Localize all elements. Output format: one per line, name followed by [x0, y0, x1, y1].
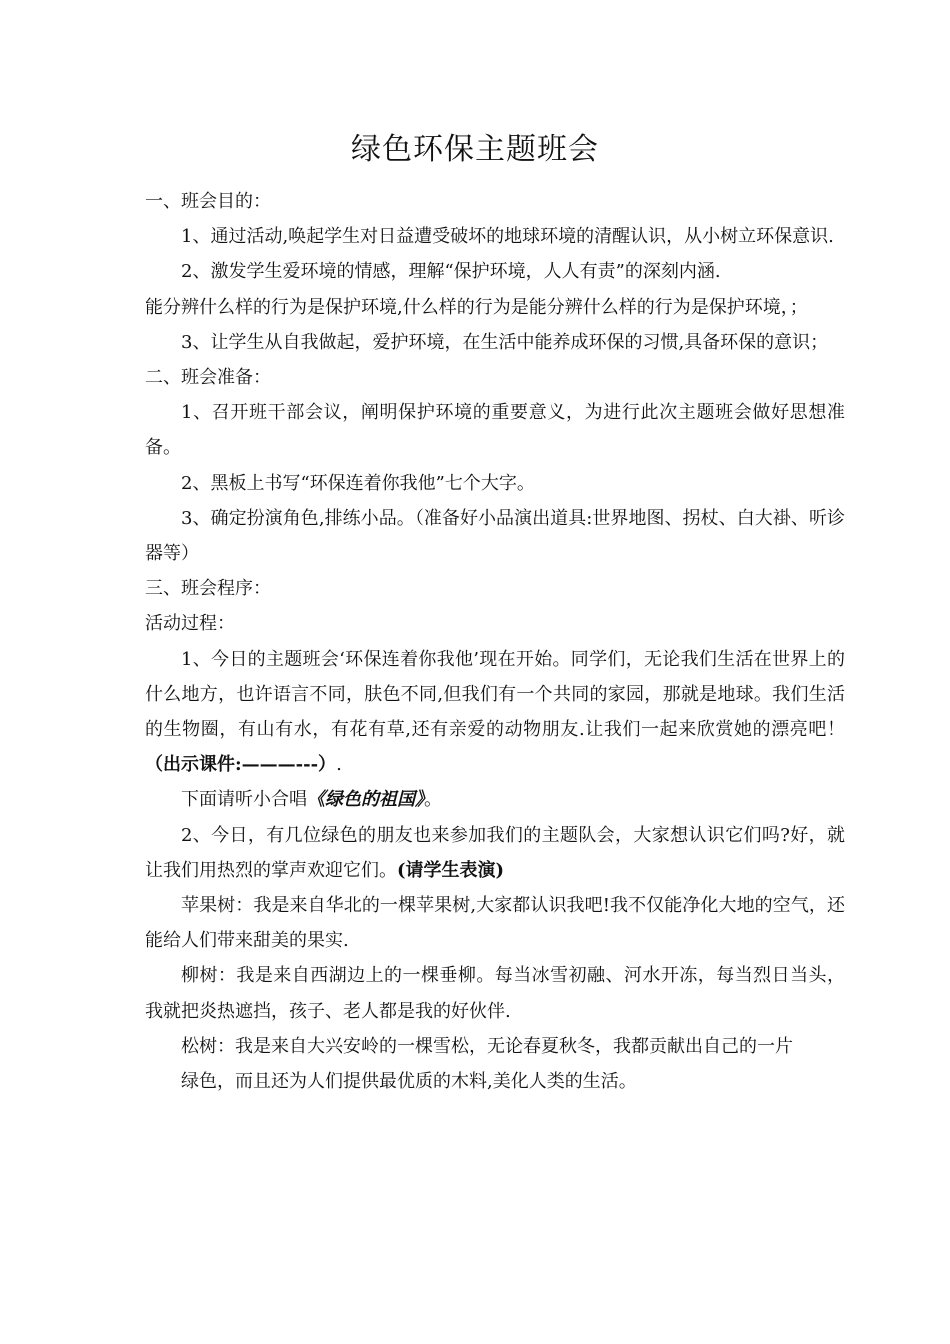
- section-heading-purpose: 一、班会目的：: [145, 191, 271, 212]
- procedure-paragraph-2-text: 2、今日，有几位绿色的朋友也来参加我们的主题队会，大家想认识它们吗?好，就让我们用热烈的掌声欢迎它们。: [145, 824, 845, 881]
- procedure-paragraph-1-text: 1、今日的主题班会‘环保连着你我他’现在开始。同学们，无论我们生活在世界上的什么地方，也许语言不同，肤色不同,但我们有一个共同的家园，那就是地球。我们生活的生物圈，有山有水，有花有草,还有亲爱的动物朋友.让我们一起来欣赏她的漂亮吧！: [145, 648, 845, 741]
- pine-line-2: 绿色，而且还为人们提供最优质的木料,美化人类的生活。: [181, 1071, 637, 1093]
- pine-line-1: 松树：我是来自大兴安岭的一棵雪松，无论春夏秋冬，我都贡献出自己的一片: [181, 1035, 793, 1057]
- preparation-item-2: 2、黑板上书写“环保连着你我他”七个大字。: [181, 472, 535, 494]
- song-paragraph-end: 。: [424, 789, 442, 811]
- song-paragraph: [145, 782, 845, 817]
- section-heading-procedure: 三、班会程序：: [145, 578, 271, 600]
- apple-tree-line: 苹果树：我是来自华北的一棵苹果树,大家都认识我吧!我不仅能净化大地的空气，还能给人们带来甜美的果实.: [145, 895, 845, 952]
- willow-line: 柳树：我是来自西湖边上的一棵垂柳。每当冰雪初融、河水开冻，每当烈日当头，我就把炎热遮挡，孩子、老人都是我的好伙伴.: [145, 965, 845, 1022]
- purpose-item-2: 2、激发学生爱环境的情感，理解“保护环境，人人有责”的深刻内涵.: [181, 261, 721, 283]
- song-title: 《绿色的祖国》: [307, 789, 424, 811]
- courseware-note: （出示课件:———---）: [145, 754, 337, 776]
- purpose-item-1: 1、通过活动,唤起学生对日益遭受破坏的地球环境的清醒认识，从小树立环保意识.: [181, 226, 834, 248]
- section-heading-preparation: 二、班会准备：: [145, 367, 271, 389]
- preparation-item-1: 1、召开班干部会议，阐明保护环境的重要意义，为进行此次主题班会做好思想准备。: [145, 402, 845, 459]
- procedure-paragraph-1-end: .: [336, 754, 342, 776]
- procedure-paragraph-2: [145, 818, 845, 888]
- page-title: 绿色环保主题班会: [351, 132, 599, 167]
- purpose-item-3: 3、让学生从自我做起，爱护环境，在生活中能养成环保的习惯,具备环保的意识；: [181, 331, 829, 353]
- song-intro-text: 下面请听小合唱: [181, 789, 307, 811]
- purpose-note: 能分辨什么样的行为是保护环境,什么样的行为是能分辨什么样的行为是保护环境，；: [145, 296, 808, 318]
- activity-process-heading: 活动过程：: [145, 613, 235, 635]
- student-performance-note: (请学生表演): [397, 859, 505, 881]
- document-body: [145, 184, 845, 1099]
- preparation-item-3: 3、确定扮演角色,排练小品。（准备好小品演出道具:世界地图、拐杖、白大褂、听诊器等）: [145, 507, 845, 565]
- procedure-paragraph-1: [145, 642, 845, 783]
